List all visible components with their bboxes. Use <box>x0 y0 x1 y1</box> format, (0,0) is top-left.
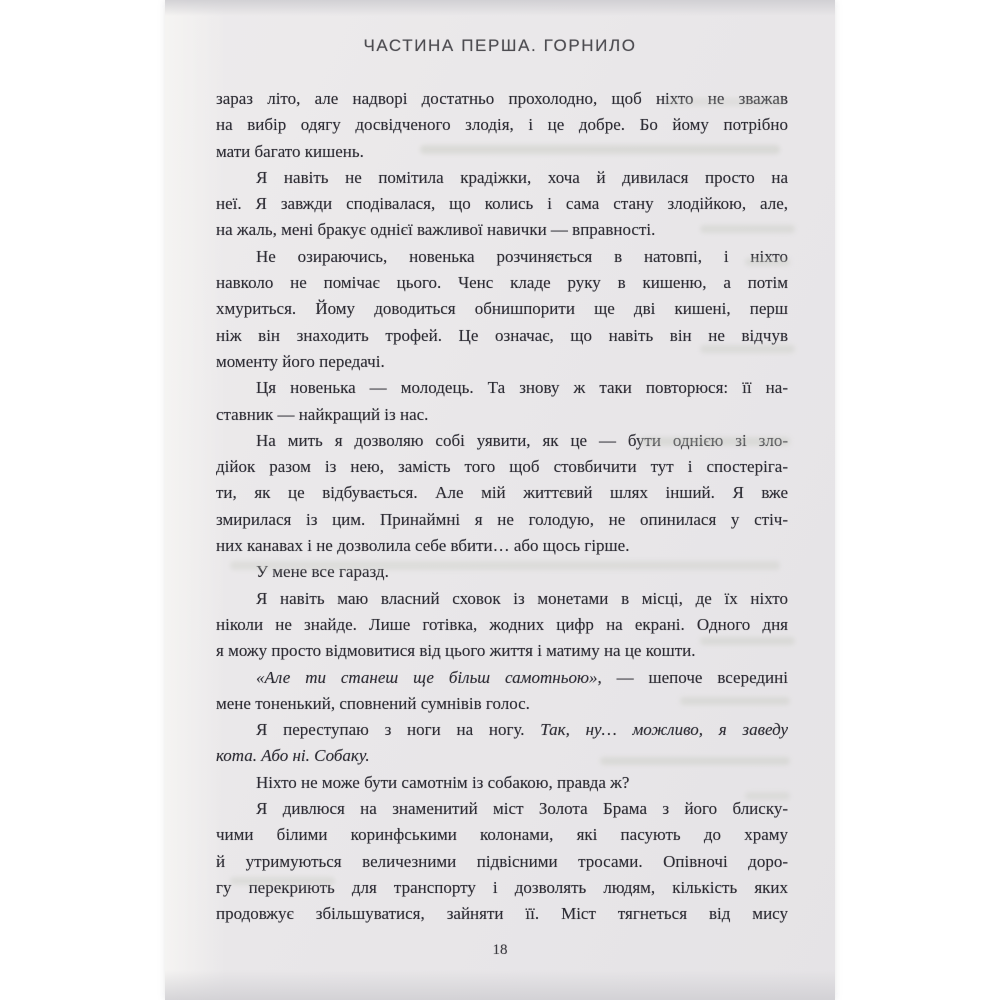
print-bleed-artifact <box>665 98 785 106</box>
print-bleed-artifact <box>700 225 795 233</box>
text-line <box>216 270 788 296</box>
text-line <box>216 296 788 322</box>
print-bleed-artifact <box>745 258 790 266</box>
text-segment: гу перекриють для транспорту і дозволять людям, кількість яких <box>216 877 788 897</box>
text-segment: Ніхто не може бути самотнім із собакою, правда ж? <box>256 772 630 792</box>
text-segment: Я навіть не помітила крадіжки, хоча й дивилася просто на <box>256 167 788 187</box>
text-line <box>216 796 788 822</box>
text-segment: ти, як це відбувається. Але мій життєвий шлях інший. Я вже <box>216 483 788 503</box>
print-bleed-artifact <box>640 437 790 446</box>
running-head: ЧАСТИНА ПЕРША. ГОРНИЛО <box>363 36 637 55</box>
text-segment: Я навіть маю власний сховок із монетами в місці, де їх ніхто <box>256 588 788 608</box>
text-segment: кота. Або ні. Собаку. <box>216 746 370 766</box>
page-number: 18 <box>492 942 508 958</box>
text-segment: й утримуються величезними підвісними тросами. Опівночі доро- <box>216 851 788 871</box>
text-segment: «Але ти станеш ще більш самотньою» <box>256 667 598 687</box>
text-segment: зараз літо, але надворі достатньо прохолодно, щоб ніхто не зважав <box>216 89 788 108</box>
text-segment: ніж він знаходить трофей. Це означає, що навіть він не відчув <box>216 325 788 345</box>
text-segment: на вибір одягу досвідченого злодія, і це добре. Бо йому потрібно <box>216 115 788 135</box>
text-line <box>216 165 788 191</box>
text-line <box>216 244 788 270</box>
text-segment: Я переступаю з ноги на ногу. <box>256 720 541 740</box>
text-segment: дійок разом із нею, замість того щоб стовбичити тут і спостеріга- <box>216 457 788 477</box>
text-segment: У мене все гаразд. <box>256 562 389 582</box>
print-bleed-artifact <box>700 637 795 645</box>
text-segment: Не озираючись, новенька розчиняється в натовпі, і ніхто <box>256 246 788 266</box>
print-bleed-artifact <box>700 345 795 353</box>
text-line <box>216 375 788 401</box>
text-segment: мене тоненький, сповнений сумнівів голос. <box>216 693 530 713</box>
text-segment: ставник — найкращий із нас. <box>216 404 429 424</box>
book-page <box>165 0 835 1000</box>
text-line <box>216 507 788 533</box>
text-line <box>216 454 788 480</box>
print-bleed-artifact <box>745 792 790 800</box>
text-line <box>216 402 788 428</box>
text-line <box>216 770 788 796</box>
print-bleed-artifact <box>600 757 790 765</box>
text-segment: моменту його передачі. <box>216 351 385 371</box>
text-segment: мати багато кишень. <box>216 141 364 161</box>
text-segment: , — шепоче всередині <box>597 667 788 687</box>
text-line <box>216 822 788 848</box>
text-line <box>216 612 788 638</box>
text-line <box>216 112 788 138</box>
text-line <box>216 849 788 875</box>
text-line <box>216 191 788 217</box>
text-segment: На мить я дозволяю собі уявити, як це — бути однією зі зло- <box>256 430 788 450</box>
text-segment: Так, ну… можливо, я заведу <box>540 720 788 740</box>
text-segment: на жаль, мені бракує однієї важливої навички — вправності. <box>216 220 656 240</box>
print-bleed-artifact <box>420 145 780 154</box>
text-segment: них канавах і не дозволила себе вбити… або щось гірше. <box>216 536 630 556</box>
text-segment: неї. Я завжди сподівалася, що колись і сама стану злодійкою, але, <box>216 194 788 214</box>
print-bleed-artifact <box>680 697 790 705</box>
text-segment: Я дивлюся на знаменитий міст Золота Брама з його блиску- <box>256 799 788 819</box>
text-line <box>216 717 788 743</box>
text-segment: чими білими коринфськими колонами, які пасують до храму <box>216 825 788 845</box>
print-bleed-artifact <box>230 561 780 570</box>
text-segment: хмуриться. Йому доводиться обнишпорити ще дві кишені, перш <box>216 299 788 319</box>
text-segment: змирилася із цим. Принаймні я не голодую, не опинилася у стіч- <box>216 509 788 529</box>
text-line <box>216 533 788 559</box>
text-segment: Ця новенька — молодець. Та знову ж таки повторюся: її на- <box>256 378 788 398</box>
text-line <box>216 480 788 506</box>
print-bleed-artifact <box>230 877 335 885</box>
text-segment: навколо не помічає цього. Ченс кладе руку в кишеню, а потім <box>216 273 788 293</box>
body-text-block <box>216 86 788 928</box>
text-segment: продовжує збільшуватися, зайняти її. Міст тягнеться від мису <box>216 904 788 924</box>
text-segment: ніколи не знайде. Лише готівка, жодних цифр на екрані. Одного дня <box>216 614 788 634</box>
text-line <box>216 665 788 691</box>
text-line <box>216 901 788 927</box>
text-line <box>216 586 788 612</box>
text-segment: я можу просто відмовитися від цього життя і матиму на це кошти. <box>216 641 696 661</box>
